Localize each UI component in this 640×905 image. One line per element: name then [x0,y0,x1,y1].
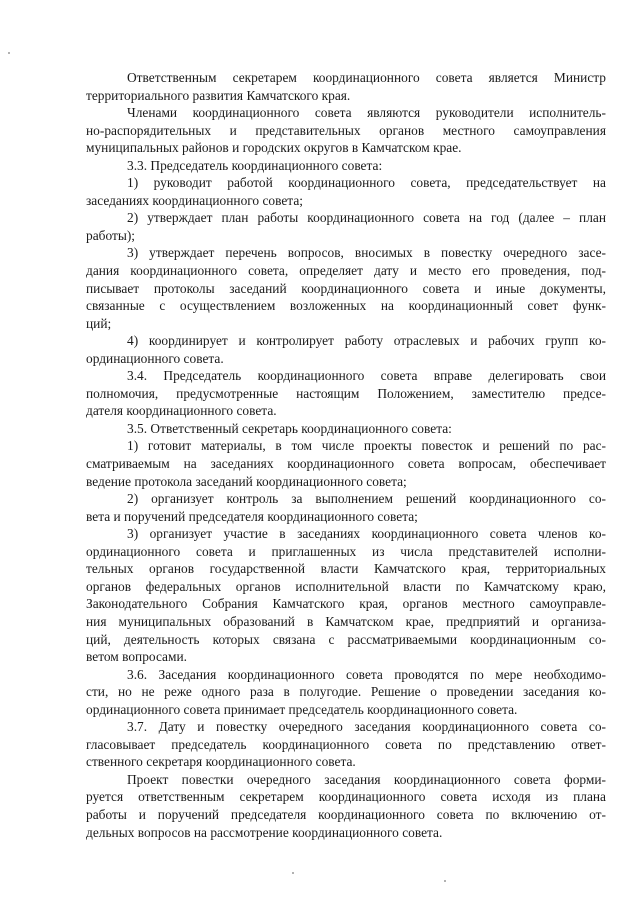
text-line: сти, но не реже одного раза в полугодие. Решение о проведении заседания ко- [86,684,606,700]
text-line: писывает протоколы заседаний координационного совета и иные документы, [86,280,606,296]
text-line: вета и поручений председателя координационного совета; [86,508,418,524]
paragraph [86,104,606,157]
text-line: дельных вопросов на рассмотрение координационного совета. [86,824,443,840]
text-line: ния муниципальных образований в Камчатском крае, предприятий и организа- [86,613,606,629]
scan-speck [444,880,446,882]
text-line: связанные с осуществлением возложенных на координационный совет функ- [86,298,606,314]
paragraph [86,490,606,525]
text-line: территориального развития Камчатского края. [86,87,351,103]
text-line: 1) готовит материалы, в том числе проекты повесток и решений по рас- [127,438,606,454]
text-line: муниципальных районов и городских округов в Камчатском крае. [86,140,462,156]
paragraph [86,69,606,104]
text-line: работы); [86,227,135,243]
text-line: Членами координационного совета являются руководители исполнитель- [127,105,606,121]
text-line: 3.7. Дату и повестку очередного заседания координационного совета со- [127,719,606,735]
paragraph [86,157,606,175]
text-line: ординационного совета и приглашенных из числа представителей исполни- [86,543,606,559]
paragraph [86,332,606,367]
text-line: ций, деятельность которых связана с рассматриваемыми координационным со- [86,631,606,647]
text-line: ветом вопросами. [86,649,187,665]
text-line: 2) утверждает план работы координационного совета на год (далее – план [127,210,606,226]
text-line: 3.5. Ответственный секретарь координационного совета: [127,420,452,436]
text-line: 2) организует контроль за выполнением решений координационного со- [127,491,606,507]
paragraph [86,525,606,665]
text-line: полномочия, предусмотренные настоящим Положением, заместителю предсе- [86,385,606,401]
text-line: 3.3. Председатель координационного совета: [127,157,383,173]
text-line: ведение протокола заседаний координационного совета; [86,473,407,489]
scan-speck [8,52,10,54]
document-body [86,69,606,841]
text-line: дания координационного совета, определяет дату и место его проведения, под- [86,263,606,279]
text-line: но-распорядительных и представительных органов местного самоуправления [86,122,606,138]
text-line: 1) руководит работой координационного совета, председательствует на [127,175,606,191]
text-line: ственного секретаря координационного совета. [86,754,356,770]
paragraph [86,174,606,209]
text-line: 3) организует участие в заседаниях координационного совета членов ко- [127,526,606,542]
text-line: 3.4. Председатель координационного совета вправе делегировать свои [127,368,606,384]
text-line: ординационного совета принимает председатель координационного совета. [86,701,518,717]
paragraph [86,367,606,420]
text-line: ординационного совета. [86,350,224,366]
paragraph [86,209,606,244]
text-line: гласовывает председатель координационного совета по представлению ответ- [86,736,606,752]
paragraph [86,666,606,719]
text-line: дателя координационного совета. [86,403,277,419]
paragraph [86,420,606,438]
text-line: работы и поручений председателя координационного совета по включению от- [86,806,606,822]
text-line: руется ответственным секретарем координационного совета исходя из плана [86,789,606,805]
paragraph [86,244,606,332]
text-line: сматриваемым на заседаниях координационного совета вопросам, обеспечивает [86,456,606,472]
text-line: тельных органов государственной власти Камчатского края, территориальных [86,561,606,577]
text-line: заседаниях координационного совета; [86,192,303,208]
text-line: Проект повестки очередного заседания координационного совета форми- [127,771,606,787]
paragraph [86,718,606,771]
paragraph [86,771,606,841]
text-line: 4) координирует и контролирует работу отраслевых и рабочих групп ко- [127,333,606,349]
scan-speck [292,872,294,874]
text-line: 3) утверждает перечень вопросов, вносимых в повестку очередного засе- [127,245,606,261]
text-line: органов федеральных органов исполнительной власти по Камчатскому краю, [86,578,606,594]
text-line: Ответственным секретарем координационного совета является Министр [127,70,606,85]
text-line: 3.6. Заседания координационного совета проводятся по мере необходимо- [127,666,606,682]
paragraph [86,437,606,490]
text-line: Законодательного Собрания Камчатского края, органов местного самоуправле- [86,596,606,612]
text-line: ций; [86,315,112,331]
